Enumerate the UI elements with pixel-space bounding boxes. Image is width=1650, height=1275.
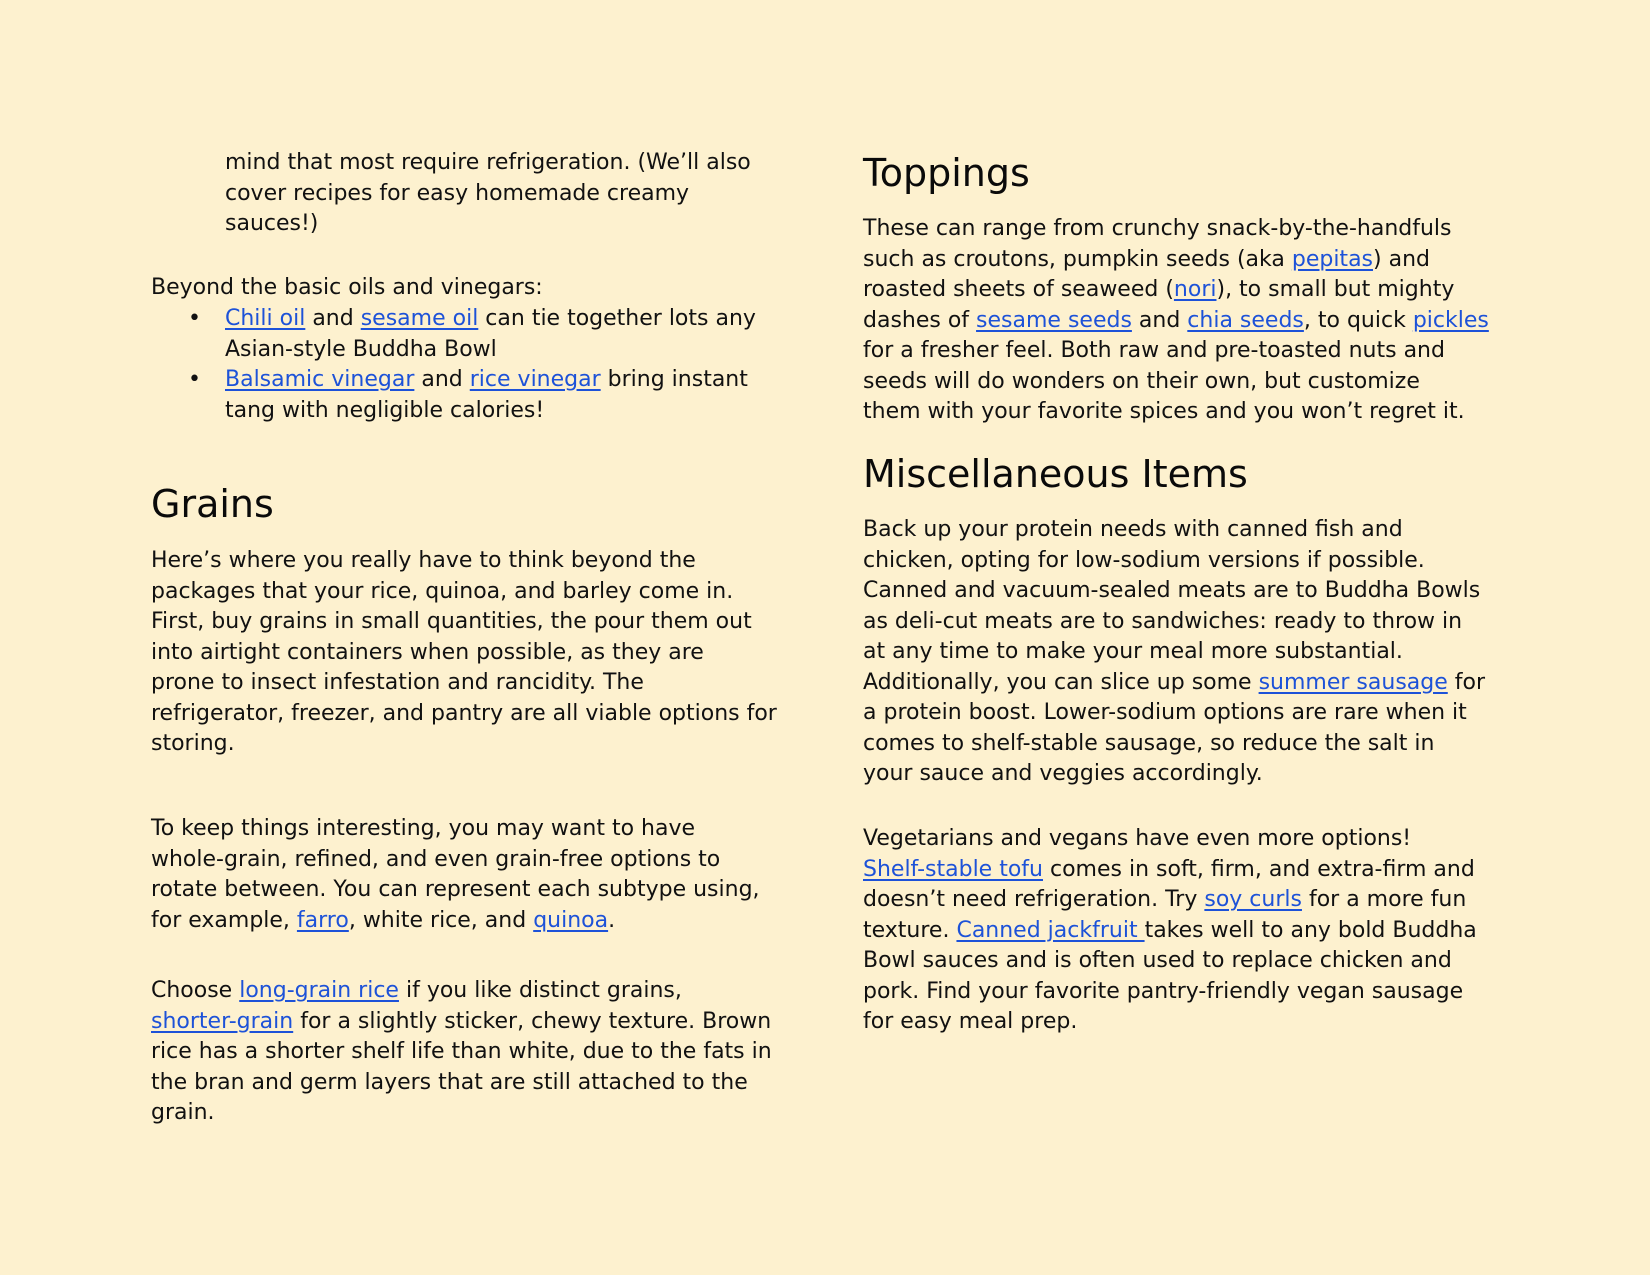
text-line: Asian-style Buddha Bowl bbox=[225, 336, 497, 362]
toppings-heading: Toppings bbox=[863, 151, 1030, 195]
link-canned-jackfruit[interactable]: Canned jackfruit bbox=[956, 917, 1145, 943]
text-line: your sauce and veggies accordingly. bbox=[863, 761, 1263, 786]
bullet-dot: • bbox=[188, 306, 201, 331]
link-farro[interactable]: farro bbox=[296, 907, 349, 933]
text-line: as deli-cut meats are to sandwiches: ready to throw in bbox=[863, 608, 1463, 634]
text-line bbox=[863, 855, 1477, 886]
text-line: the bran and germ layers that are still attached to the bbox=[151, 1069, 748, 1095]
link-nori[interactable]: nori bbox=[1173, 277, 1217, 302]
text-line: These can range from crunchy snack-by-the-handfuls bbox=[863, 216, 1452, 241]
text-line: whole-grain, refined, and even grain-free options to bbox=[151, 846, 721, 872]
text-fragment: and bbox=[414, 367, 470, 392]
text-line: for easy meal prep. bbox=[863, 1009, 1078, 1034]
text-fragment: . bbox=[608, 907, 616, 933]
text-fragment: for a slightly sticker, chewy texture. Brown bbox=[293, 1008, 772, 1034]
text-line bbox=[225, 365, 748, 396]
text-line: Canned and vacuum-sealed meats are to Buddha Bowls bbox=[863, 578, 1481, 603]
text-line: rotate between. You can represent each subtype using, bbox=[151, 877, 760, 902]
link-chia-seeds[interactable]: chia seeds bbox=[1187, 307, 1304, 333]
text-fragment: bring instant bbox=[600, 367, 748, 392]
grains-heading: Grains bbox=[151, 482, 274, 526]
text-line bbox=[151, 1007, 772, 1038]
link-quinoa[interactable]: quinoa bbox=[533, 907, 609, 933]
text-line bbox=[151, 906, 760, 937]
bullet-dot: • bbox=[188, 367, 201, 392]
text-fragment: takes well to any bold Buddha bbox=[1144, 917, 1477, 943]
text-line: To keep things interesting, you may want to have bbox=[151, 816, 696, 841]
text-fragment: roasted sheets of seaweed ( bbox=[863, 277, 1174, 302]
link-shelf-stable-tofu[interactable]: Shelf-stable tofu bbox=[863, 856, 1043, 882]
link-pickles[interactable]: pickles bbox=[1412, 307, 1489, 333]
text-fragment: ) and bbox=[1373, 246, 1430, 272]
link-summer-sausage[interactable]: summer sausage bbox=[1258, 669, 1448, 695]
text-line: Here’s where you really have to think beyond the bbox=[151, 548, 696, 573]
grains-paragraph-1 bbox=[151, 546, 777, 760]
misc-paragraph-1 bbox=[863, 515, 1485, 790]
text-line: Bowl sauces and is often used to replace chicken and bbox=[863, 948, 1452, 973]
text-line bbox=[863, 245, 1489, 276]
text-line: pork. Find your favorite pantry-friendly vegan sausage bbox=[863, 978, 1464, 1004]
miscellaneous-heading: Miscellaneous Items bbox=[863, 452, 1248, 496]
grains-paragraph-2 bbox=[151, 814, 760, 936]
text-line: Vegetarians and vegans have even more options! bbox=[863, 826, 1412, 851]
text-fragment: doesn’t need refrigeration. Try bbox=[863, 887, 1205, 912]
link-balsamic-vinegar[interactable]: Balsamic vinegar bbox=[225, 367, 415, 392]
text-fragment: texture. bbox=[863, 917, 957, 943]
list-item bbox=[225, 365, 748, 426]
text-line bbox=[225, 304, 756, 335]
text-line bbox=[863, 275, 1489, 306]
text-line bbox=[863, 668, 1485, 699]
text-line: storing. bbox=[151, 731, 235, 756]
link-shorter-grain[interactable]: shorter-grain bbox=[151, 1008, 294, 1034]
text-line: packages that your rice, quinoa, and barley come in. bbox=[151, 578, 734, 604]
text-fragment: if you like distinct grains, bbox=[398, 978, 682, 1003]
text-fragment: such as croutons, pumpkin seeds (aka bbox=[863, 246, 1292, 272]
text-fragment: dashes of bbox=[863, 307, 977, 333]
text-line bbox=[863, 916, 1477, 947]
text-line bbox=[151, 976, 772, 1007]
text-fragment: Additionally, you can slice up some bbox=[863, 669, 1259, 695]
text-line: into airtight containers when possible, as they are bbox=[151, 639, 704, 665]
text-line: chicken, opting for low-sodium versions if possible. bbox=[863, 547, 1425, 573]
beyond-label: Beyond the basic oils and vinegars: bbox=[151, 275, 543, 300]
text-line: for a fresher feel. Both raw and pre-toasted nuts and bbox=[863, 338, 1445, 363]
text-line: a protein boost. Lower-sodium options are rare when it bbox=[863, 700, 1467, 725]
text-line: them with your favorite spices and you won’t regret it. bbox=[863, 399, 1465, 424]
toppings-paragraph bbox=[863, 214, 1489, 428]
text-fragment: for bbox=[1447, 669, 1486, 695]
text-line: grain. bbox=[151, 1100, 215, 1125]
text-line: cover recipes for easy homemade creamy bbox=[225, 180, 690, 206]
link-chili-oil[interactable]: Chili oil bbox=[225, 306, 306, 331]
text-fragment: and bbox=[305, 306, 361, 331]
text-line: tang with negligible calories! bbox=[225, 397, 545, 423]
link-sesame-oil[interactable]: sesame oil bbox=[360, 306, 479, 331]
text-fragment: , white rice, and bbox=[348, 907, 534, 933]
text-line: at any time to make your meal more substantial. bbox=[863, 639, 1403, 664]
text-line: sauces!) bbox=[225, 211, 319, 236]
text-fragment: and bbox=[1131, 307, 1188, 333]
text-fragment: can tie together lots any bbox=[478, 306, 756, 331]
sauces-paragraph-tail bbox=[225, 148, 751, 240]
link-rice-vinegar[interactable]: rice vinegar bbox=[469, 367, 601, 392]
text-line: comes to shelf-stable sausage, so reduce the salt in bbox=[863, 730, 1435, 756]
link-pepitas[interactable]: pepitas bbox=[1291, 246, 1374, 272]
misc-paragraph-2 bbox=[863, 824, 1477, 1038]
text-fragment: for example, bbox=[151, 907, 297, 933]
text-line bbox=[863, 306, 1489, 337]
text-fragment: Choose bbox=[151, 978, 240, 1003]
text-fragment: ), to small but mighty bbox=[1216, 277, 1455, 302]
link-soy-curls[interactable]: soy curls bbox=[1204, 887, 1302, 912]
text-line: refrigerator, freezer, and pantry are all viable options for bbox=[151, 700, 777, 726]
list-item bbox=[225, 304, 756, 365]
text-line bbox=[863, 885, 1477, 916]
link-sesame-seeds[interactable]: sesame seeds bbox=[976, 307, 1132, 333]
text-line: First, buy grains in small quantities, the pour them out bbox=[151, 609, 752, 634]
grains-paragraph-3 bbox=[151, 976, 772, 1129]
text-line: prone to insect infestation and rancidity. The bbox=[151, 670, 644, 695]
text-line: rice has a shorter shelf life than white, due to the fats in bbox=[151, 1039, 772, 1064]
text-line: Back up your protein needs with canned fish and bbox=[863, 517, 1403, 542]
text-fragment: comes in soft, firm, and extra-firm and bbox=[1043, 856, 1475, 882]
text-line: mind that most require refrigeration. (We’ll also bbox=[225, 150, 751, 175]
text-fragment: for a more fun bbox=[1301, 887, 1467, 912]
text-fragment: , to quick bbox=[1303, 307, 1413, 333]
link-long-grain-rice[interactable]: long-grain rice bbox=[239, 978, 399, 1003]
text-line: seeds will do wonders on their own, but customize bbox=[863, 368, 1420, 394]
